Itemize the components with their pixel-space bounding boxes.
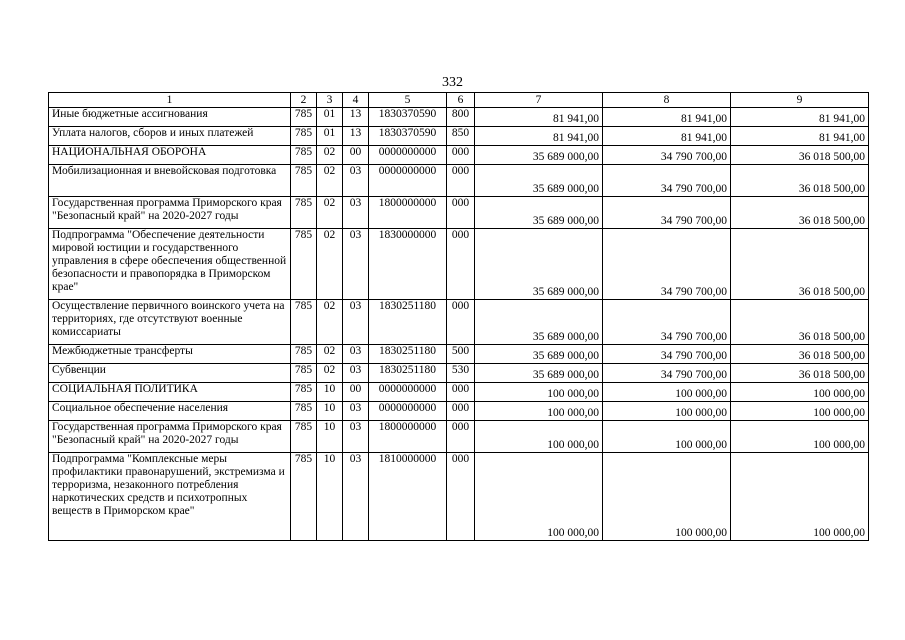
- column-header: 8: [603, 93, 731, 108]
- amount-cell: 81 941,00: [731, 127, 869, 146]
- subsection-code-cell: 03: [343, 165, 369, 197]
- row-name-cell: Межбюджетные трансферты: [49, 345, 291, 364]
- section-code-cell: 01: [317, 127, 343, 146]
- amount-cell: 100 000,00: [731, 453, 869, 541]
- subsection-code-cell: 00: [343, 383, 369, 402]
- subsection-code-cell: 03: [343, 421, 369, 453]
- subsection-code-cell: 03: [343, 402, 369, 421]
- amount-cell: 36 018 500,00: [731, 165, 869, 197]
- column-header: 7: [475, 93, 603, 108]
- amount-cell: 36 018 500,00: [731, 364, 869, 383]
- amount-cell: 34 790 700,00: [603, 165, 731, 197]
- row-name-cell: НАЦИОНАЛЬНАЯ ОБОРОНА: [49, 146, 291, 165]
- expense-type-cell: 000: [447, 229, 475, 300]
- column-header: 5: [369, 93, 447, 108]
- subsection-code-cell: 03: [343, 197, 369, 229]
- amount-cell: 36 018 500,00: [731, 345, 869, 364]
- amount-cell: 100 000,00: [603, 402, 731, 421]
- amount-cell: 81 941,00: [475, 108, 603, 127]
- section-code-cell: 10: [317, 453, 343, 541]
- target-article-cell: 1830251180: [369, 345, 447, 364]
- subsection-code-cell: 03: [343, 364, 369, 383]
- amount-cell: 100 000,00: [731, 402, 869, 421]
- row-name-cell: Уплата налогов, сборов и иных платежей: [49, 127, 291, 146]
- section-code-cell: 10: [317, 383, 343, 402]
- amount-cell: 36 018 500,00: [731, 229, 869, 300]
- table-row: [49, 197, 869, 229]
- subsection-code-cell: 03: [343, 229, 369, 300]
- amount-cell: 36 018 500,00: [731, 197, 869, 229]
- amount-cell: 35 689 000,00: [475, 345, 603, 364]
- target-article-cell: 1800000000: [369, 197, 447, 229]
- ved-code-cell: 785: [291, 421, 317, 453]
- section-code-cell: 02: [317, 146, 343, 165]
- amount-cell: 100 000,00: [731, 421, 869, 453]
- ved-code-cell: 785: [291, 345, 317, 364]
- section-code-cell: 02: [317, 165, 343, 197]
- amount-cell: 100 000,00: [603, 421, 731, 453]
- amount-cell: 100 000,00: [475, 383, 603, 402]
- amount-cell: 100 000,00: [603, 453, 731, 541]
- table-row: [49, 127, 869, 146]
- expense-type-cell: 000: [447, 197, 475, 229]
- amount-cell: 34 790 700,00: [603, 229, 731, 300]
- row-name-cell: Осуществление первичного воинского учета на территориях, где отсутствуют военные комиссариаты: [49, 300, 291, 345]
- table-row: [49, 453, 869, 541]
- amount-cell: 34 790 700,00: [603, 300, 731, 345]
- section-code-cell: 02: [317, 300, 343, 345]
- amount-cell: 36 018 500,00: [731, 146, 869, 165]
- target-article-cell: 1830251180: [369, 364, 447, 383]
- amount-cell: 100 000,00: [731, 383, 869, 402]
- expense-type-cell: 000: [447, 165, 475, 197]
- expense-type-cell: 000: [447, 402, 475, 421]
- section-code-cell: 02: [317, 345, 343, 364]
- subsection-code-cell: 13: [343, 127, 369, 146]
- ved-code-cell: 785: [291, 108, 317, 127]
- expense-type-cell: 000: [447, 383, 475, 402]
- expense-type-cell: 530: [447, 364, 475, 383]
- row-name-cell: Социальное обеспечение населения: [49, 402, 291, 421]
- subsection-code-cell: 00: [343, 146, 369, 165]
- ved-code-cell: 785: [291, 197, 317, 229]
- row-name-cell: Подпрограмма "Комплексные меры профилактики правонарушений, экстремизма и терроризма, незаконного потребления наркотических средств и психотропных веществ в Приморском крае": [49, 453, 291, 541]
- section-code-cell: 10: [317, 402, 343, 421]
- amount-cell: 81 941,00: [475, 127, 603, 146]
- page-number: 332: [442, 75, 463, 90]
- amount-cell: 34 790 700,00: [603, 197, 731, 229]
- row-name-cell: Государственная программа Приморского края "Безопасный край" на 2020-2027 годы: [49, 197, 291, 229]
- column-header: 1: [49, 93, 291, 108]
- amount-cell: 35 689 000,00: [475, 229, 603, 300]
- column-header: 3: [317, 93, 343, 108]
- column-header: 9: [731, 93, 869, 108]
- expense-type-cell: 000: [447, 146, 475, 165]
- budget-table: [48, 92, 869, 541]
- row-name-cell: Подпрограмма "Обеспечение деятельности мировой юстиции и государственного управления в сфере обеспечения общественной безопасности и правопорядка в Приморском крае": [49, 229, 291, 300]
- table-row: [49, 165, 869, 197]
- amount-cell: 34 790 700,00: [603, 364, 731, 383]
- row-name-cell: Субвенции: [49, 364, 291, 383]
- expense-type-cell: 000: [447, 300, 475, 345]
- expense-type-cell: 500: [447, 345, 475, 364]
- table-row: [49, 345, 869, 364]
- target-article-cell: 0000000000: [369, 165, 447, 197]
- target-article-cell: 0000000000: [369, 402, 447, 421]
- table-row: [49, 108, 869, 127]
- ved-code-cell: 785: [291, 127, 317, 146]
- ved-code-cell: 785: [291, 402, 317, 421]
- amount-cell: 34 790 700,00: [603, 146, 731, 165]
- ved-code-cell: 785: [291, 165, 317, 197]
- target-article-cell: 1830251180: [369, 300, 447, 345]
- amount-cell: 81 941,00: [603, 108, 731, 127]
- subsection-code-cell: 03: [343, 345, 369, 364]
- amount-cell: 81 941,00: [603, 127, 731, 146]
- subsection-code-cell: 03: [343, 453, 369, 541]
- ved-code-cell: 785: [291, 229, 317, 300]
- section-code-cell: 02: [317, 364, 343, 383]
- row-name-cell: Иные бюджетные ассигнования: [49, 108, 291, 127]
- ved-code-cell: 785: [291, 300, 317, 345]
- target-article-cell: 0000000000: [369, 146, 447, 165]
- section-code-cell: 02: [317, 197, 343, 229]
- target-article-cell: 0000000000: [369, 383, 447, 402]
- amount-cell: 100 000,00: [475, 421, 603, 453]
- amount-cell: 36 018 500,00: [731, 300, 869, 345]
- column-header: 4: [343, 93, 369, 108]
- target-article-cell: 1830370590: [369, 127, 447, 146]
- subsection-code-cell: 13: [343, 108, 369, 127]
- amount-cell: 100 000,00: [603, 383, 731, 402]
- amount-cell: 35 689 000,00: [475, 364, 603, 383]
- expense-type-cell: 850: [447, 127, 475, 146]
- row-name-cell: Государственная программа Приморского края "Безопасный край" на 2020-2027 годы: [49, 421, 291, 453]
- ved-code-cell: 785: [291, 146, 317, 165]
- section-code-cell: 01: [317, 108, 343, 127]
- subsection-code-cell: 03: [343, 300, 369, 345]
- header-row: [49, 93, 869, 108]
- expense-type-cell: 000: [447, 421, 475, 453]
- table-row: [49, 364, 869, 383]
- column-header: 6: [447, 93, 475, 108]
- section-code-cell: 10: [317, 421, 343, 453]
- expense-type-cell: 000: [447, 453, 475, 541]
- target-article-cell: 1830000000: [369, 229, 447, 300]
- row-name-cell: Мобилизационная и вневойсковая подготовка: [49, 165, 291, 197]
- amount-cell: 100 000,00: [475, 453, 603, 541]
- amount-cell: 35 689 000,00: [475, 300, 603, 345]
- table-row: [49, 402, 869, 421]
- expense-type-cell: 800: [447, 108, 475, 127]
- amount-cell: 35 689 000,00: [475, 146, 603, 165]
- amount-cell: 100 000,00: [475, 402, 603, 421]
- table-row: [49, 383, 869, 402]
- table-row: [49, 421, 869, 453]
- amount-cell: 35 689 000,00: [475, 165, 603, 197]
- table-row: [49, 229, 869, 300]
- row-name-cell: СОЦИАЛЬНАЯ ПОЛИТИКА: [49, 383, 291, 402]
- section-code-cell: 02: [317, 229, 343, 300]
- table-row: [49, 300, 869, 345]
- ved-code-cell: 785: [291, 383, 317, 402]
- ved-code-cell: 785: [291, 364, 317, 383]
- column-header: 2: [291, 93, 317, 108]
- amount-cell: 35 689 000,00: [475, 197, 603, 229]
- table-row: [49, 146, 869, 165]
- amount-cell: 81 941,00: [731, 108, 869, 127]
- target-article-cell: 1800000000: [369, 421, 447, 453]
- target-article-cell: 1830370590: [369, 108, 447, 127]
- ved-code-cell: 785: [291, 453, 317, 541]
- amount-cell: 34 790 700,00: [603, 345, 731, 364]
- target-article-cell: 1810000000: [369, 453, 447, 541]
